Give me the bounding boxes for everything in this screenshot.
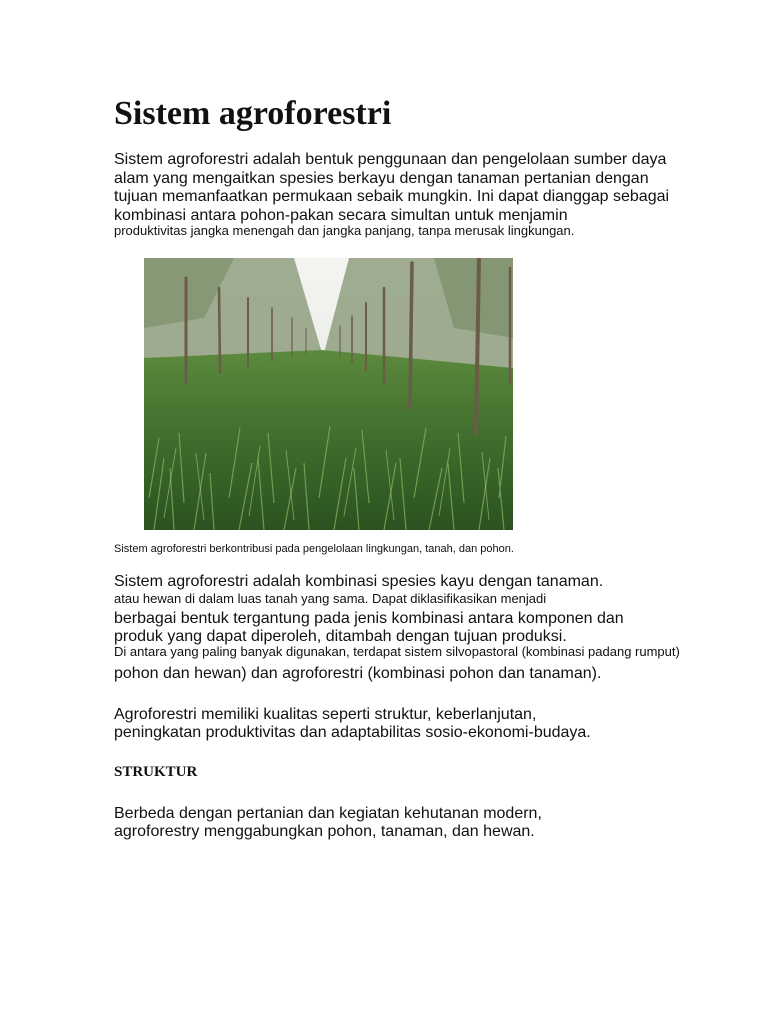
paragraph-line: Sistem agroforestri adalah kombinasi spesies kayu dengan tanaman.	[114, 573, 604, 590]
section-heading: STRUKTUR	[114, 764, 198, 780]
page-title: Sistem agroforestri	[114, 95, 392, 132]
paragraph-line: Agroforestri memiliki kualitas seperti struktur, keberlanjutan,	[114, 706, 537, 723]
intro-line: alam yang mengaitkan spesies berkayu dengan tanaman pertanian dengan	[114, 170, 649, 187]
paragraph-line: berbagai bentuk tergantung pada jenis kombinasi antara komponen dan	[114, 610, 624, 627]
paragraph-line: produk yang dapat diperoleh, ditambah dengan tujuan produksi.	[114, 628, 567, 645]
intro-line: Sistem agroforestri adalah bentuk penggunaan dan pengelolaan sumber daya	[114, 151, 667, 168]
paragraph-line: agroforestry menggabungkan pohon, tanaman, dan hewan.	[114, 823, 535, 840]
paragraph-line: pohon dan hewan) dan agroforestri (kombinasi pohon dan tanaman).	[114, 665, 602, 682]
paragraph-line: atau hewan di dalam luas tanah yang sama. Dapat diklasifikasikan menjadi	[114, 591, 547, 606]
paragraph-line: Di antara yang paling banyak digunakan, terdapat sistem silvopastoral (kombinasi padang rumput)	[114, 644, 680, 659]
paragraph-line: Berbeda dengan pertanian dan kegiatan kehutanan modern,	[114, 805, 542, 822]
paragraph-line: peningkatan produktivitas dan adaptabilitas sosio-ekonomi-budaya.	[114, 724, 591, 741]
intro-line: kombinasi antara pohon-pakan secara simultan untuk menjamin	[114, 207, 568, 224]
agroforestry-photo	[144, 258, 513, 530]
intro-line: tujuan memanfaatkan permukaan sebaik mungkin. Ini dapat dianggap sebagai	[114, 188, 670, 205]
figure-caption: Sistem agroforestri berkontribusi pada pengelolaan lingkungan, tanah, dan pohon.	[114, 543, 514, 555]
intro-line: produktivitas jangka menengah dan jangka panjang, tanpa merusak lingkungan.	[114, 223, 575, 238]
